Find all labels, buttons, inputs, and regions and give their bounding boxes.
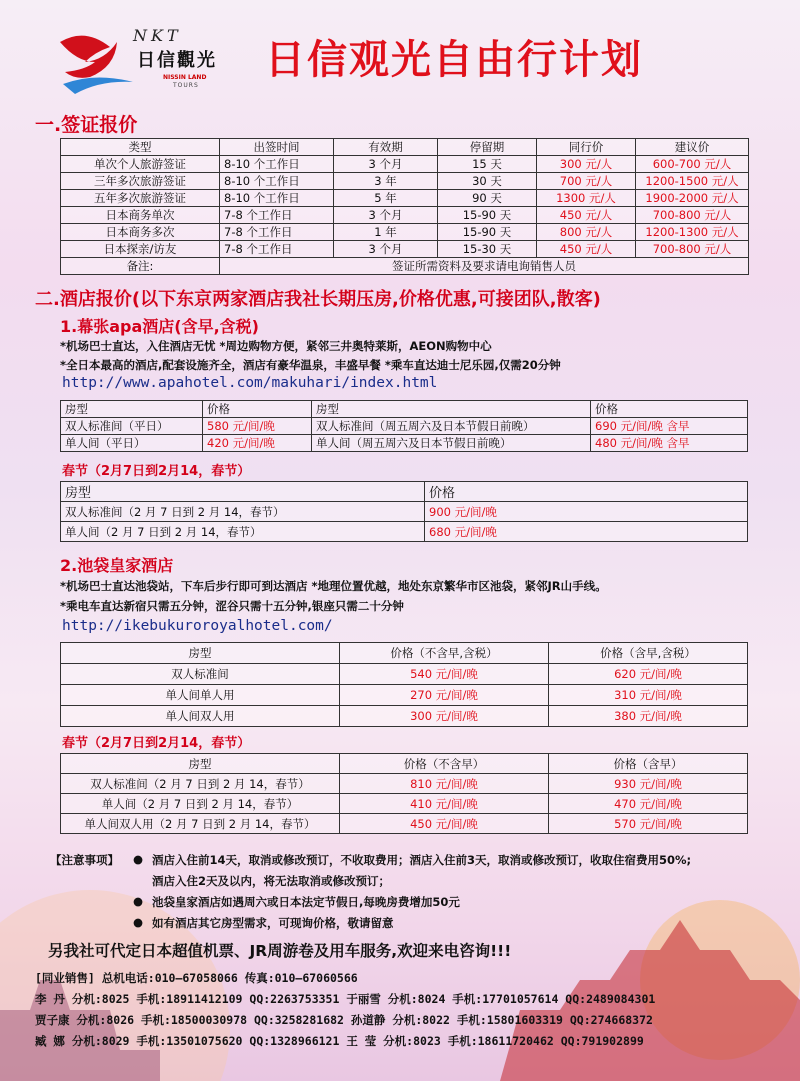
table-cell: 单人间（周五周六及日本节假日前晚）	[312, 435, 591, 452]
table-cell: 450 元/人	[537, 241, 636, 258]
table-cell: 90 天	[438, 190, 537, 207]
table-header: 价格（不含早,含税）	[340, 643, 549, 664]
table-cell: 700 元/人	[537, 173, 636, 190]
bullet-dot-icon: ●	[133, 915, 144, 929]
table-cell: 3 个月	[334, 241, 438, 258]
table-cell: 双人标准间（平日）	[61, 418, 203, 435]
table-header: 价格（不含早）	[340, 754, 549, 774]
table-header: 同行价	[537, 139, 636, 156]
table-cell: 580 元/间/晚	[203, 418, 312, 435]
table-cell: 单人间（2 月 7 日到 2 月 14，春节）	[61, 522, 425, 542]
table-row	[61, 435, 748, 452]
table-row	[61, 224, 749, 241]
table-cell: 470 元/间/晚	[549, 794, 748, 814]
company-logo	[55, 22, 220, 102]
table-cell: 690 元/间/晚 含早	[591, 418, 748, 435]
bullet-dot-icon: ●	[133, 894, 144, 908]
table-cell: 930 元/间/晚	[549, 774, 748, 794]
table-row	[61, 241, 749, 258]
table-row	[61, 814, 748, 834]
note-label: 备注:	[61, 258, 220, 275]
royal-spring-table	[60, 753, 748, 834]
contact-header: [同业销售] 总机电话:010—67058066 传真:010—67060566	[35, 971, 358, 985]
table-cell: 单人间（平日）	[61, 435, 203, 452]
table-cell: 15-90 天	[438, 224, 537, 241]
table-cell: 900 元/间/晚	[425, 502, 748, 522]
table-cell: 7-8 个工作日	[220, 207, 334, 224]
table-header: 价格（含早,含税）	[549, 643, 748, 664]
apa-spring-table	[60, 481, 748, 542]
visa-heading: 一.签证报价	[35, 114, 138, 136]
royal-bullet-2: *乘电车直达新宿只需五分钟，涩谷只需十五分钟,银座只需二十分钟	[60, 599, 404, 613]
table-cell: 单人间单人用	[61, 685, 340, 706]
table-header: 房型	[61, 754, 340, 774]
logo-tiny2-text: TOURS	[173, 82, 199, 89]
table-cell: 3 年	[334, 173, 438, 190]
table-cell: 8-10 个工作日	[220, 156, 334, 173]
table-cell: 300 元/人	[537, 156, 636, 173]
table-cell: 810 元/间/晚	[340, 774, 549, 794]
royal-bullet-1: *机场巴士直达池袋站，下车后步行即可到达酒店 *地理位置优越，地处东京繁华市区池袋，紧邻JR山手线。	[60, 579, 607, 593]
table-cell: 双人标准间（2 月 7 日到 2 月 14，春节）	[61, 502, 425, 522]
table-header-row	[61, 401, 748, 418]
table-header: 价格	[203, 401, 312, 418]
table-cell: 480 元/间/晚 含早	[591, 435, 748, 452]
table-cell: 540 元/间/晚	[340, 664, 549, 685]
contact-row: 臧 娜 分机:8029 手机:13501075620 QQ:1328966121 王 莹 分机:8023 手机:18611720462 QQ:791902899	[35, 1034, 644, 1048]
notice-item-1b: 酒店入住2天及以内，将无法取消或修改预订；	[152, 874, 390, 888]
table-header-row	[61, 482, 748, 502]
table-cell: 1200-1300 元/人	[636, 224, 749, 241]
table-cell: 800 元/人	[537, 224, 636, 241]
table-row	[61, 685, 748, 706]
apa-hotel-link[interactable]: http://www.apahotel.com/makuhari/index.html	[62, 375, 438, 391]
table-cell: 7-8 个工作日	[220, 224, 334, 241]
contact-row: 李 丹 分机:8025 手机:18911412109 QQ:2263753351 于丽雪 分机:8024 手机:17701057614 QQ:2489084301	[35, 992, 656, 1006]
table-row-note	[61, 258, 749, 275]
royal-hotel-name: 2.池袋皇家酒店	[60, 556, 174, 575]
hotel-heading: 二.酒店报价(以下东京两家酒店我社长期压房,价格优惠,可接团队,散客)	[35, 289, 601, 310]
apa-bullet-1: *机场巴士直达，入住酒店无忧 *周边购物方便，紧邻三井奥特莱斯，AEON购物中心	[60, 339, 492, 353]
table-cell: 310 元/间/晚	[549, 685, 748, 706]
table-cell: 日本探亲/访友	[61, 241, 220, 258]
table-cell: 单次个人旅游签证	[61, 156, 220, 173]
table-cell: 300 元/间/晚	[340, 706, 549, 727]
notice-item-2: 池袋皇家酒店如遇周六或日本法定节假日,每晚房费增加50元	[152, 895, 460, 909]
royal-price-table	[60, 642, 748, 727]
table-header: 出签时间	[220, 139, 334, 156]
logo-brand-cn: 日信觀光	[137, 50, 217, 71]
contact-row: 贾子康 分机:8026 手机:18500030978 QQ:3258281682 孙道静 分机:8022 手机:15801603319 QQ:274668372	[35, 1013, 653, 1027]
table-row	[61, 706, 748, 727]
table-header: 类型	[61, 139, 220, 156]
table-cell: 1300 元/人	[537, 190, 636, 207]
table-cell: 8-10 个工作日	[220, 173, 334, 190]
table-cell: 620 元/间/晚	[549, 664, 748, 685]
royal-spring-heading: 春节（2月7日到2月14，春节）	[62, 736, 251, 751]
table-cell: 3 个月	[334, 156, 438, 173]
table-header-row	[61, 643, 748, 664]
table-cell: 日本商务单次	[61, 207, 220, 224]
table-cell: 450 元/人	[537, 207, 636, 224]
table-cell: 270 元/间/晚	[340, 685, 549, 706]
table-header: 价格	[425, 482, 748, 502]
table-row	[61, 502, 748, 522]
table-cell: 双人标准间	[61, 664, 340, 685]
table-header: 建议价	[636, 139, 749, 156]
table-header: 房型	[312, 401, 591, 418]
notice-label: 【注意事项】	[50, 853, 119, 867]
table-cell: 680 元/间/晚	[425, 522, 748, 542]
apa-bullet-2: *全日本最高的酒店,配套设施齐全，酒店有豪华温泉，丰盛早餐 *乘车直达迪士尼乐园,仅需20分钟	[60, 358, 561, 372]
bullet-dot-icon: ●	[133, 852, 144, 866]
table-cell: 1200-1500 元/人	[636, 173, 749, 190]
table-header: 价格（含早）	[549, 754, 748, 774]
logo-brand-text: NKT	[133, 26, 182, 45]
notice-item-3: 如有酒店其它房型需求，可现询价格，敬请留意	[152, 916, 394, 930]
table-cell: 15-30 天	[438, 241, 537, 258]
table-cell: 600-700 元/人	[636, 156, 749, 173]
table-header: 停留期	[438, 139, 537, 156]
table-header-row	[61, 139, 749, 156]
table-cell: 单人间（2 月 7 日到 2 月 14，春节）	[61, 794, 340, 814]
table-cell: 450 元/间/晚	[340, 814, 549, 834]
table-cell: 五年多次旅游签证	[61, 190, 220, 207]
apa-price-table	[60, 400, 748, 452]
table-cell: 700-800 元/人	[636, 207, 749, 224]
table-cell: 5 年	[334, 190, 438, 207]
table-cell: 380 元/间/晚	[549, 706, 748, 727]
table-row	[61, 794, 748, 814]
table-row	[61, 418, 748, 435]
table-header: 有效期	[334, 139, 438, 156]
table-cell: 单人间双人用	[61, 706, 340, 727]
table-cell: 420 元/间/晚	[203, 435, 312, 452]
table-cell: 双人标准间（周五周六及日本节假日前晚）	[312, 418, 591, 435]
table-row	[61, 207, 749, 224]
table-cell: 15 天	[438, 156, 537, 173]
table-cell: 700-800 元/人	[636, 241, 749, 258]
table-cell: 双人标准间（2 月 7 日到 2 月 14，春节）	[61, 774, 340, 794]
table-cell: 三年多次旅游签证	[61, 173, 220, 190]
royal-hotel-link[interactable]: http://ikebukuroroyalhotel.com/	[62, 618, 333, 634]
table-header: 价格	[591, 401, 748, 418]
table-row	[61, 173, 749, 190]
table-header: 房型	[61, 482, 425, 502]
table-cell: 单人间双人用（2 月 7 日到 2 月 14，春节）	[61, 814, 340, 834]
note-text: 签证所需资料及要求请电询销售人员	[220, 258, 749, 275]
table-cell: 30 天	[438, 173, 537, 190]
table-row	[61, 774, 748, 794]
table-header-row	[61, 754, 748, 774]
logo-tiny-text: NISSIN LAND	[163, 74, 207, 81]
table-cell: 410 元/间/晚	[340, 794, 549, 814]
table-cell: 1 年	[334, 224, 438, 241]
table-cell: 570 元/间/晚	[549, 814, 748, 834]
apa-hotel-name: 1.幕张apa酒店(含早,含税)	[60, 317, 259, 336]
page-title: 日信观光自由行计划	[265, 37, 643, 83]
table-cell: 15-90 天	[438, 207, 537, 224]
table-row	[61, 190, 749, 207]
apa-spring-heading: 春节（2月7日到2月14，春节）	[62, 464, 251, 479]
notice-item-1: 酒店入住前14天，取消或修改预订，不收取费用；酒店入住前3天，取消或修改预订，收取住宿费用50%;	[152, 853, 692, 867]
table-row	[61, 522, 748, 542]
table-cell: 日本商务多次	[61, 224, 220, 241]
table-row	[61, 664, 748, 685]
table-cell: 7-8 个工作日	[220, 241, 334, 258]
table-header: 房型	[61, 401, 203, 418]
table-row	[61, 156, 749, 173]
crane-logo-icon	[55, 22, 135, 100]
table-cell: 3 个月	[334, 207, 438, 224]
visa-table	[60, 138, 749, 275]
table-cell: 8-10 个工作日	[220, 190, 334, 207]
table-cell: 1900-2000 元/人	[636, 190, 749, 207]
table-header: 房型	[61, 643, 340, 664]
promo-text: 另我社可代定日本超值机票、JR周游卷及用车服务,欢迎来电咨询!!!	[48, 942, 512, 960]
